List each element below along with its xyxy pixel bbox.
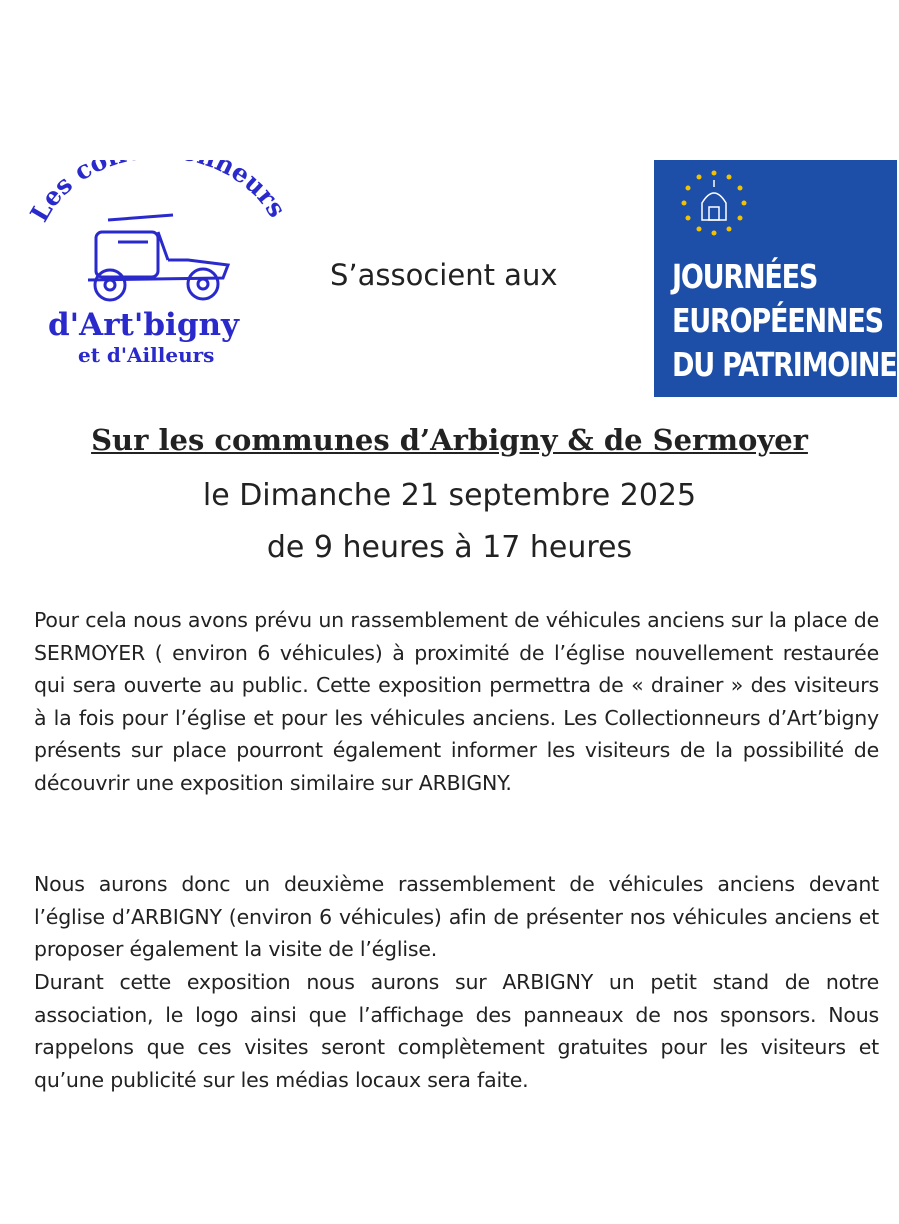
collectionneurs-logo <box>18 160 293 375</box>
event-date: le Dimanche 21 septembre 2025 <box>202 478 697 513</box>
associate-text: S’associent aux <box>330 258 558 292</box>
jep-line-3: DU PATRIMOINE <box>672 345 897 384</box>
jep-line-2: EUROPÉENNES <box>672 301 883 340</box>
logo-name: d'Art'bigny <box>48 307 240 343</box>
logo-arc-text: Les co neurs <box>24 160 292 227</box>
paragraph-1: Pour cela nous avons prévu un rassemblement de véhicules anciens sur la place de SERMOYER ( environ 6 véhicules) à proximité de l’église nouvellement restaurée qui sera ouverte au public. Cette exposition permettra de « drainer » des visiteurs à la fois pour l’église et pour les véhicules anciens. Les Collectionneurs d’Art’bigny présents sur place pourront également informer les visiteurs de la possibilité de découvrir une exposition similaire sur ARBIGNY. <box>34 608 879 795</box>
page-heading: Sur les communes d’Arbigny & de Sermoyer <box>91 423 808 457</box>
logo-subtitle: et d'Ailleurs <box>78 343 215 367</box>
jep-logo <box>654 160 897 397</box>
paragraph-3: Durant cette exposition nous aurons sur ARBIGNY un petit stand de notre association, le logo ainsi que l’affichage des panneaux de nos sponsors. Nous rappelons que ces visites seront complètement gratuites pour les visiteurs et qu’une publicité sur les médias locaux sera faite. <box>34 970 879 1092</box>
event-hours: de 9 heures à 17 heures <box>266 530 633 565</box>
vintage-car-logo-icon <box>18 160 293 375</box>
jep-line-1: JOURNÉES <box>672 257 818 296</box>
paragraph-2: Nous aurons donc un deuxième rassemblement de véhicules anciens devant l’église d’ARBIGNY (environ 6 véhicules) afin de présenter nos véhicules anciens et proposer également la visite de l’église. <box>34 872 879 961</box>
eu-stars-monument-icon <box>674 165 754 245</box>
